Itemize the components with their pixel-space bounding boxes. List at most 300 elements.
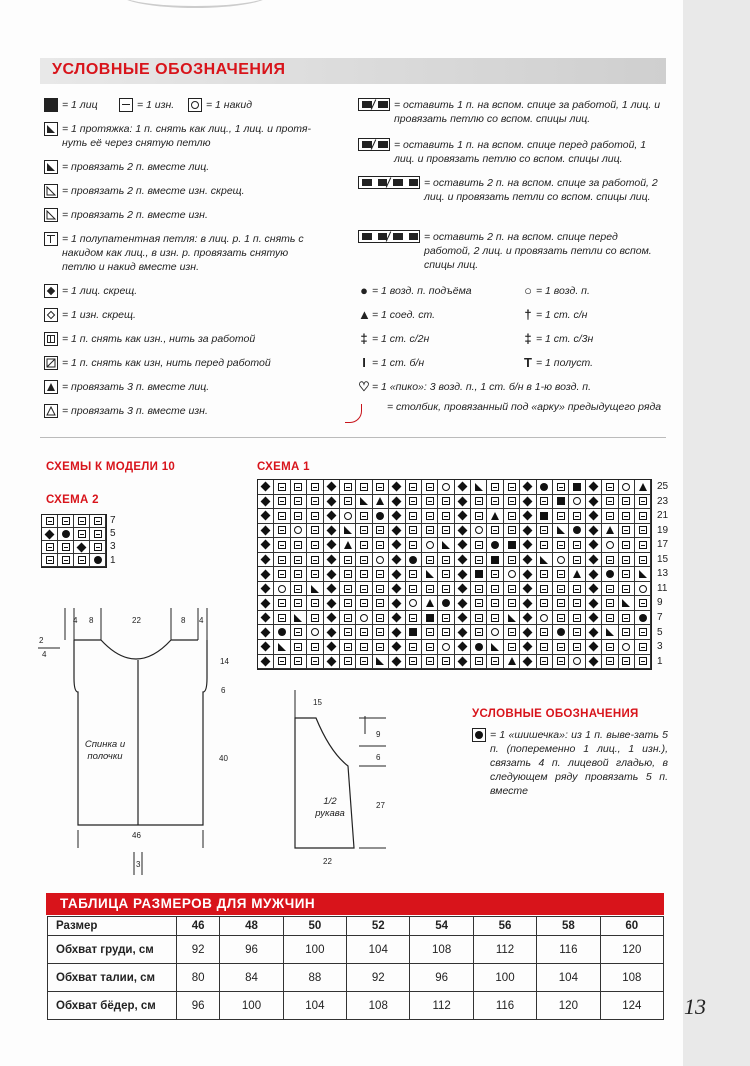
stitch-knit-icon	[491, 657, 499, 665]
chart-cell	[422, 495, 438, 510]
stitch-hat-icon	[491, 512, 499, 520]
chart-symbol	[291, 538, 306, 552]
chart-symbol	[373, 553, 388, 567]
stitch-circ-icon	[475, 526, 483, 534]
page-edge-strip	[683, 0, 750, 1066]
chart-symbol	[258, 567, 273, 581]
chart-symbol	[455, 509, 470, 523]
stitch-dia-icon	[261, 642, 271, 652]
chart-symbol	[373, 567, 388, 581]
chart-cell	[520, 611, 536, 626]
chart-symbol	[569, 582, 584, 596]
chart-symbol	[258, 524, 273, 538]
chart-symbol	[274, 480, 289, 494]
chart-cell	[471, 538, 487, 553]
chart-cell	[422, 480, 438, 495]
chart-symbol	[356, 524, 371, 538]
chart-cell	[389, 611, 405, 626]
stitch-knit-icon	[278, 526, 286, 534]
chart-symbol	[553, 582, 568, 596]
table-cell: 100	[473, 964, 536, 992]
chart-cell	[635, 509, 651, 524]
chart-symbol	[340, 509, 355, 523]
chart-cell	[602, 655, 618, 670]
chart-cell	[520, 524, 536, 539]
chart-symbol	[455, 596, 470, 610]
chart-cell	[307, 611, 323, 626]
chart-symbol	[455, 495, 470, 509]
chart-symbol	[291, 596, 306, 610]
chart-symbol	[356, 553, 371, 567]
chart-symbol	[586, 625, 601, 639]
chart-cell	[274, 640, 290, 655]
chart-symbol	[619, 567, 634, 581]
table-cell: 96	[177, 992, 220, 1020]
chart-cell	[635, 567, 651, 582]
chart-symbol	[438, 538, 453, 552]
chart-symbol	[619, 480, 634, 494]
chart-symbol	[471, 509, 486, 523]
stitch-tri-icon	[639, 570, 647, 578]
stitch-knit-icon	[344, 570, 352, 578]
stitch-knit-icon	[62, 543, 70, 551]
chart-symbol	[553, 611, 568, 625]
chart-cell	[553, 538, 569, 553]
chart-cell	[422, 553, 438, 568]
chart-symbol	[586, 582, 601, 596]
chart-cell	[258, 567, 274, 582]
chart-cell	[619, 480, 635, 495]
chart-cell	[504, 480, 520, 495]
chart-symbol	[274, 582, 289, 596]
chart-cell	[389, 567, 405, 582]
chart-symbol	[340, 655, 355, 669]
chart-symbol	[389, 625, 404, 639]
chart-cell	[487, 538, 503, 553]
row-number: 1	[657, 655, 663, 667]
chart-cell	[619, 640, 635, 655]
chart-symbol	[356, 611, 371, 625]
chart-cell	[586, 538, 602, 553]
chart-symbol	[307, 655, 322, 669]
crochet-symbol-icon: †	[524, 307, 532, 322]
chart-symbol	[504, 480, 519, 494]
chart-symbol	[438, 596, 453, 610]
chart-cell	[471, 611, 487, 626]
chart-symbol	[307, 582, 322, 596]
chart-symbol	[324, 480, 339, 494]
stitch-knit-icon	[311, 614, 319, 622]
chart-cell	[373, 567, 389, 582]
chart-symbol	[635, 640, 650, 654]
chart-cell	[487, 596, 503, 611]
chart-cell	[291, 480, 307, 495]
chart-cell	[520, 509, 536, 524]
chart-cell	[422, 524, 438, 539]
stitch-knit-icon	[606, 497, 614, 505]
chart-symbol	[619, 655, 634, 669]
stitch-knit-icon	[508, 643, 516, 651]
chart-cell	[553, 655, 569, 670]
chart-symbol	[471, 655, 486, 669]
chart-symbol	[90, 528, 105, 540]
chart-symbol	[504, 495, 519, 509]
stitch-knit-icon	[409, 483, 417, 491]
stitch-circ-icon	[311, 628, 319, 636]
cable-icon	[358, 230, 420, 243]
crochet-legend-text: = 1 возд. п. подъёма	[372, 285, 472, 297]
row-number: 7	[657, 611, 663, 623]
chart-symbol	[487, 480, 502, 494]
chart-cell	[619, 567, 635, 582]
stitch-dia-icon	[523, 656, 533, 666]
dim-back-6: 2	[39, 636, 44, 645]
chart-symbol	[537, 495, 552, 509]
chart-symbol	[422, 509, 437, 523]
stitch-sq-icon	[491, 556, 499, 564]
stitch-knit-icon	[475, 599, 483, 607]
legend-text: = провязать 2 п. вместе изн. скрещ.	[62, 185, 245, 197]
chart-cell	[274, 596, 290, 611]
purl-cross-icon	[44, 308, 58, 322]
chart-cell	[619, 582, 635, 597]
chart-cell	[569, 524, 585, 539]
chart-cell	[504, 509, 520, 524]
chart-symbol	[569, 553, 584, 567]
chart-symbol	[635, 567, 650, 581]
stitch-knit-icon	[278, 512, 286, 520]
chart-symbol	[258, 553, 273, 567]
chart-symbol	[274, 611, 289, 625]
chart-cell	[389, 480, 405, 495]
stitch-dia-icon	[261, 511, 271, 521]
dim-back-8: 14	[220, 657, 229, 666]
chart-symbol	[504, 625, 519, 639]
stitch-knit-icon	[278, 497, 286, 505]
table-row	[48, 936, 664, 964]
dim-sleeve-3: 6	[376, 753, 381, 762]
dim-back-5: 4	[199, 616, 204, 625]
chart-cell	[274, 538, 290, 553]
chart-symbol	[274, 567, 289, 581]
chart-symbol	[373, 625, 388, 639]
stitch-knit-icon	[622, 657, 630, 665]
chart-cell	[406, 509, 422, 524]
chart-symbol	[635, 553, 650, 567]
chart-cell	[373, 524, 389, 539]
chart-symbol	[373, 524, 388, 538]
chart-symbol	[324, 640, 339, 654]
stitch-knit-icon	[622, 614, 630, 622]
chart-cell	[373, 596, 389, 611]
chart-cell	[340, 582, 356, 597]
stitch-knit-icon	[46, 556, 54, 564]
chart-symbol	[553, 538, 568, 552]
chart-symbol	[438, 509, 453, 523]
chart-symbol	[340, 567, 355, 581]
table-cell: 124	[600, 992, 663, 1020]
chart-cell	[504, 582, 520, 597]
stitch-dot-icon	[376, 512, 384, 520]
stitch-dia-icon	[523, 598, 533, 608]
chart-cell	[438, 538, 454, 553]
chart-symbol	[291, 553, 306, 567]
chart-cell	[356, 480, 372, 495]
stitch-dia-icon	[457, 598, 467, 608]
row-label: Обхват талии, см	[48, 964, 177, 992]
chart-cell	[471, 567, 487, 582]
chart-cell	[307, 582, 323, 597]
stitch-dia-icon	[589, 627, 599, 637]
stitch-dia-icon	[261, 555, 271, 565]
chart-symbol	[569, 524, 584, 538]
chart-symbol	[389, 596, 404, 610]
chart-symbol	[291, 611, 306, 625]
chart-symbol	[74, 528, 89, 540]
size-header-cell: 56	[473, 917, 536, 936]
chart-cell	[324, 596, 340, 611]
stitch-knit-icon	[508, 628, 516, 636]
chart-cell	[74, 541, 90, 554]
chart-cell	[422, 611, 438, 626]
size-header-cell: 50	[283, 917, 346, 936]
stitch-knit-icon	[557, 483, 565, 491]
chart-symbol	[602, 625, 617, 639]
chart-symbol	[307, 596, 322, 610]
row-number: 17	[657, 539, 669, 551]
chart-cell	[438, 640, 454, 655]
chart-cell	[635, 611, 651, 626]
chart-cell	[553, 495, 569, 510]
row-number: 5	[110, 528, 116, 540]
stitch-knit-icon	[46, 543, 54, 551]
chart-cell	[356, 596, 372, 611]
chart-cell	[487, 655, 503, 670]
slip-front-icon	[44, 356, 58, 370]
table-cell: 116	[473, 992, 536, 1020]
arc-arrow-icon	[345, 404, 362, 423]
stitch-knit-icon	[557, 570, 565, 578]
stitch-dia-icon	[326, 496, 336, 506]
chart-cell	[602, 582, 618, 597]
chart-symbol	[520, 524, 535, 538]
chart-cell	[487, 495, 503, 510]
stitch-knit-icon	[491, 585, 499, 593]
stitch-knit-icon	[376, 483, 384, 491]
size-header-cell: 54	[410, 917, 473, 936]
chart-cell	[455, 553, 471, 568]
stitch-knit-icon	[442, 614, 450, 622]
stitch-knit-icon	[491, 599, 499, 607]
chart-cell	[291, 567, 307, 582]
chart-symbol	[389, 640, 404, 654]
crochet-symbol-icon: ○	[524, 283, 532, 298]
chart-cell	[455, 655, 471, 670]
stitch-sq-icon	[573, 483, 581, 491]
stitch-knit-icon	[442, 657, 450, 665]
chart-symbol	[422, 625, 437, 639]
chart-symbol	[520, 495, 535, 509]
stitch-knit-icon	[294, 585, 302, 593]
chart-symbol	[389, 509, 404, 523]
chart-symbol	[406, 567, 421, 581]
chart-cell	[389, 596, 405, 611]
stitch-knit-icon	[491, 570, 499, 578]
stitch-knit-icon	[376, 526, 384, 534]
chart-cell	[455, 640, 471, 655]
stitch-knit-icon	[294, 643, 302, 651]
chart-cell	[324, 567, 340, 582]
chart-cell	[90, 554, 106, 567]
stitch-knit-icon	[475, 512, 483, 520]
chart-cell	[455, 480, 471, 495]
chart-symbol	[537, 596, 552, 610]
stitch-knit-icon	[573, 628, 581, 636]
stitch-dia-icon	[457, 584, 467, 594]
stitch-dia-icon	[523, 613, 533, 623]
p3tog-icon	[44, 404, 58, 418]
chart-symbol	[258, 596, 273, 610]
stitch-sq-icon	[426, 614, 434, 622]
stitch-knit-icon	[78, 530, 86, 538]
table-cell: 88	[283, 964, 346, 992]
stitch-tri-icon	[426, 570, 434, 578]
chart-symbol	[520, 509, 535, 523]
chart-symbol	[569, 538, 584, 552]
dim-back-10: 40	[219, 754, 228, 763]
stitch-knit-icon	[360, 628, 368, 636]
chart-cell	[324, 495, 340, 510]
chart-symbol	[602, 495, 617, 509]
stitch-knit-icon	[573, 541, 581, 549]
chart-cell	[42, 528, 58, 541]
chart-symbol	[340, 582, 355, 596]
stitch-knit-icon	[409, 585, 417, 593]
chart-symbol	[586, 640, 601, 654]
chart-symbol	[406, 582, 421, 596]
chart-symbol	[586, 480, 601, 494]
stitch-sq-icon	[540, 512, 548, 520]
chart-symbol	[406, 655, 421, 669]
chart-cell	[635, 524, 651, 539]
chart-cell	[619, 625, 635, 640]
stitch-knit-icon	[475, 614, 483, 622]
stitch-knit-icon	[508, 585, 516, 593]
chart-symbol	[74, 541, 89, 553]
chart-cell	[504, 553, 520, 568]
stitch-dia-icon	[457, 569, 467, 579]
chart-symbol	[471, 611, 486, 625]
chart-symbol	[438, 567, 453, 581]
chart-symbol	[324, 625, 339, 639]
chart-cell	[291, 655, 307, 670]
slip-triangle-icon	[44, 122, 58, 136]
chart-symbol	[74, 554, 89, 566]
chart-cell	[487, 509, 503, 524]
chart-symbol	[471, 625, 486, 639]
cable-icon	[358, 138, 390, 151]
chart-symbol	[553, 524, 568, 538]
chart-cell	[520, 655, 536, 670]
chart-symbol	[487, 655, 502, 669]
dim-back-3: 22	[132, 616, 141, 625]
stitch-knit-icon	[78, 556, 86, 564]
stitch-knit-icon	[540, 541, 548, 549]
divider	[40, 437, 666, 438]
stitch-dia-icon	[45, 529, 55, 539]
chart-cell	[487, 582, 503, 597]
chart-cell	[324, 553, 340, 568]
stitch-dia-icon	[523, 555, 533, 565]
chart-cell	[356, 611, 372, 626]
stitch-knit-icon	[540, 585, 548, 593]
chart-symbol	[406, 538, 421, 552]
chart-cell	[619, 611, 635, 626]
stitch-knit-icon	[360, 599, 368, 607]
stitch-sq-icon	[409, 628, 417, 636]
stitch-knit-icon	[606, 614, 614, 622]
stitch-knit-icon	[557, 585, 565, 593]
chart-cell	[307, 596, 323, 611]
stitch-dot-icon	[573, 526, 581, 534]
stitch-knit-icon	[491, 526, 499, 534]
chart-cell	[307, 625, 323, 640]
stitch-dia-icon	[589, 569, 599, 579]
stitch-dia-icon	[523, 584, 533, 594]
chart-cell	[438, 567, 454, 582]
chart-symbol	[324, 509, 339, 523]
stitch-dia-icon	[457, 642, 467, 652]
chart-symbol	[553, 596, 568, 610]
stitch-knit-icon	[557, 599, 565, 607]
chart-symbol	[307, 480, 322, 494]
chart-cell	[373, 640, 389, 655]
chart-symbol	[373, 611, 388, 625]
stitch-knit-icon	[294, 628, 302, 636]
chart-cell	[438, 582, 454, 597]
chart-symbol	[537, 509, 552, 523]
chart-symbol	[438, 553, 453, 567]
chart-cell	[537, 640, 553, 655]
chart-cell	[373, 655, 389, 670]
stitch-dia-icon	[457, 627, 467, 637]
stitch-dia-icon	[589, 555, 599, 565]
stitch-dia-icon	[523, 525, 533, 535]
chart-cell	[258, 625, 274, 640]
dim-back-11: 46	[132, 831, 141, 840]
stitch-knit-icon	[278, 556, 286, 564]
chart-symbol	[635, 524, 650, 538]
chart-symbol	[602, 524, 617, 538]
chart-symbol	[356, 567, 371, 581]
chart-cell	[291, 553, 307, 568]
dim-back-1: 4	[73, 616, 78, 625]
row-number: 3	[110, 541, 116, 553]
stitch-knit-icon	[540, 497, 548, 505]
chart-symbol	[455, 480, 470, 494]
chart-symbol	[586, 538, 601, 552]
crochet-symbol-icon: I	[362, 355, 366, 370]
chart-symbol	[619, 625, 634, 639]
chart-symbol	[520, 655, 535, 669]
chart-cell	[274, 495, 290, 510]
stitch-dia-icon	[589, 511, 599, 521]
legend-text: = 1 лиц. скрещ.	[62, 285, 138, 297]
stitch-circ-icon	[426, 541, 434, 549]
chart-cell	[619, 495, 635, 510]
stitch-knit-icon	[606, 585, 614, 593]
table-cell: 108	[347, 992, 410, 1020]
